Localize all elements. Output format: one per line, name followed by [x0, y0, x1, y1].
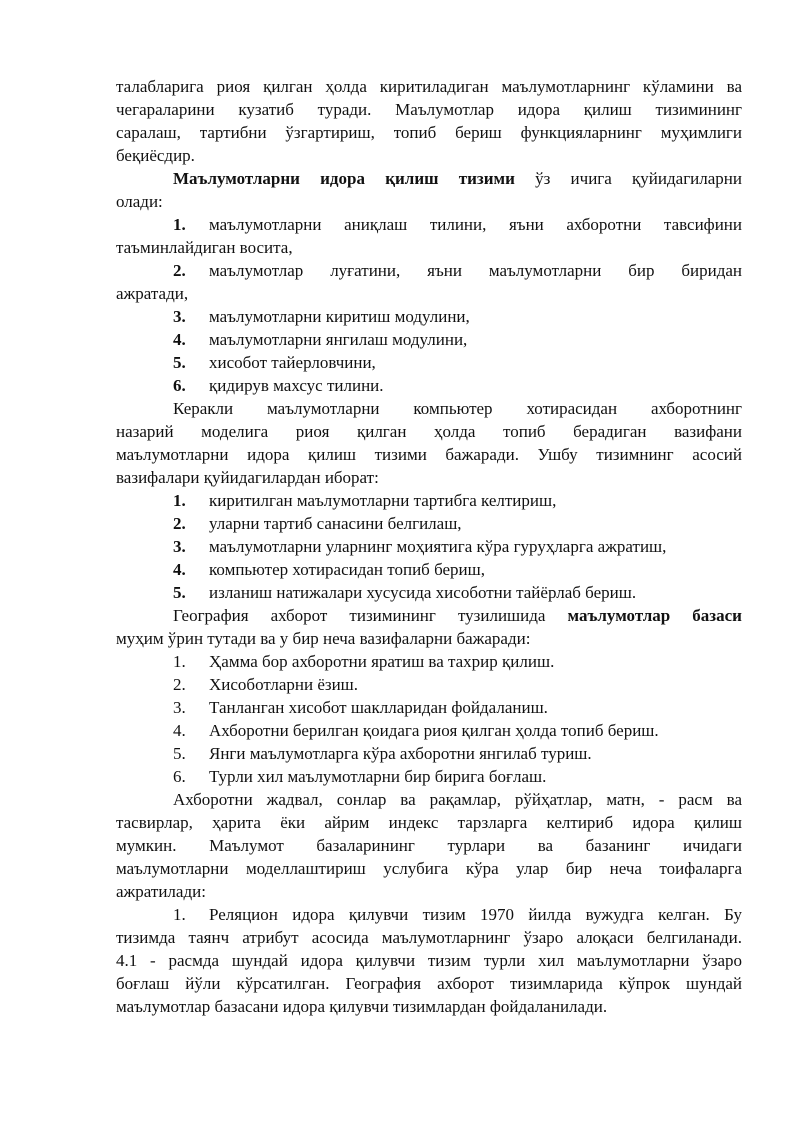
list-item: [116, 696, 742, 719]
text-line: тасвирлар, ҳарита ёки айрим индекс тарзларга келтириб идора қилиш: [116, 813, 742, 832]
list-number: 6.: [173, 376, 186, 395]
list-text: маълумотларни киритиш модулини,: [209, 307, 470, 326]
list-item: [116, 535, 742, 558]
list-item: [116, 558, 742, 581]
text-line: муҳим ўрин тутади ва у бир неча вазифаларни бажаради:: [116, 629, 531, 648]
dbms-definition-paragraph: [116, 167, 742, 213]
text-line: маълумотларни аниқлаш тилини, яъни ахборотни тавсифини: [209, 215, 742, 234]
dbms-tasks-list: [116, 489, 742, 604]
text-line: саралаш, тартибни ўзгартириш, топиб бериш функцияларнинг муҳимлиги: [116, 123, 742, 142]
list-number: 2.: [173, 261, 186, 280]
list-text: Турли хил маълумотларни бир бирига боғлаш.: [209, 767, 547, 786]
text-line: [116, 167, 742, 190]
list-text: Хисоботларни ёзиш.: [209, 675, 359, 694]
list-number: 5.: [173, 744, 186, 763]
list-number: 4.: [173, 560, 186, 579]
list-number: 6.: [173, 767, 186, 786]
list-text: Ҳамма бор ахборотни яратиш ва тахрир қилиш.: [209, 652, 555, 671]
database-functions-list: [116, 650, 742, 788]
data-forms-paragraph: [116, 788, 742, 903]
text-span: ўз ичига қуйидагиларни: [514, 169, 742, 188]
list-item: [116, 512, 742, 535]
list-number: 3.: [173, 698, 186, 717]
list-item: [116, 673, 742, 696]
list-text: маълумотларни уларнинг моҳиятига кўра гуруҳларга ажратиш,: [209, 537, 667, 556]
text-line: маълумотлар луғатини, яъни маълумотларни бир биридан: [209, 261, 742, 280]
list-item: [116, 650, 742, 673]
bold-term: Маълумотларни идора қилиш тизими: [173, 169, 515, 188]
text-line: [116, 604, 742, 627]
list-text: қидирув махсус тилини.: [209, 376, 384, 395]
list-item: [116, 351, 742, 374]
list-number: 4.: [173, 330, 186, 349]
list-text: [116, 213, 742, 236]
dbms-functions-paragraph: [116, 397, 742, 489]
list-number: 4.: [173, 721, 186, 740]
text-line: мумкин. Маълумот базаларининг турлари ва базанинг ичидаги: [116, 836, 742, 855]
list-item: [116, 305, 742, 328]
list-number: 3.: [173, 537, 186, 556]
list-number: 1.: [173, 491, 186, 510]
list-text-continued: таъминлайдиган восита,: [116, 238, 293, 257]
text-line: Реляцион идора қилувчи тизим 1970 йилда вужудга келган. Бу: [209, 905, 742, 924]
list-text: киритилган маълумотларни тартибга келтириш,: [209, 491, 557, 510]
text-line: Керакли маълумотларни компьютер хотирасидан ахборотнинг: [173, 399, 742, 418]
list-text: компьютер хотирасидан топиб бериш,: [209, 560, 485, 579]
text-line: боғлаш йўли кўрсатилган. География ахборот тизимларида кўпрок шундай: [116, 974, 742, 993]
list-text: хисобот тайерловчини,: [209, 353, 376, 372]
text-line: маълумотлар базасани идора қилувчи тизимлардан фойдаланилади.: [116, 997, 608, 1016]
list-item: [116, 374, 742, 397]
list-item: [116, 742, 742, 765]
list-text: Танланган хисобот шаклларидан фойдаланиш.: [209, 698, 548, 717]
list-number: 2.: [173, 514, 186, 533]
list-item: [116, 719, 742, 742]
list-text: маълумотларни янгилаш модулини,: [209, 330, 468, 349]
document-page: [116, 75, 742, 1018]
list-number: 1.: [173, 905, 186, 924]
text-line: назарий моделига риоя қилган ҳолда топиб берадиган вазифани: [116, 422, 742, 441]
relational-paragraph: [116, 903, 742, 1018]
relational-text: [116, 903, 742, 1018]
text-line: вазифалари қуйидагилардан иборат:: [116, 468, 379, 487]
text-line: Ахборотни жадвал, сонлар ва рақамлар, рўйҳатлар, матн, - расм ва: [173, 790, 742, 809]
list-number: 1.: [173, 652, 186, 671]
list-text: [116, 259, 742, 282]
text-line: 4.1 - расмда шундай идора қилувчи тизим турли хил маълумотларни ўзаро: [116, 951, 742, 970]
text-line: чегараларини кузатиб туради. Маълумотлар идора қилиш тизимининг: [116, 100, 742, 119]
list-item: [116, 213, 742, 259]
list-item: [116, 489, 742, 512]
database-paragraph: [116, 604, 742, 650]
list-number: 1.: [173, 215, 186, 234]
text-line: олади:: [116, 192, 163, 211]
list-number: 5.: [173, 583, 186, 602]
list-item: [116, 259, 742, 305]
intro-paragraph: [116, 75, 742, 167]
list-text: Ахборотни берилган қоидага риоя қилган ҳолда топиб бериш.: [209, 721, 659, 740]
dbms-components-list: [116, 213, 742, 397]
text-line: талабларига риоя қилган ҳолда киритиладиган маълумотларнинг кўламини ва: [116, 77, 742, 96]
bold-term: маълумотлар базаси: [567, 606, 742, 625]
list-number: 5.: [173, 353, 186, 372]
text-line: ажратилади:: [116, 882, 206, 901]
list-item: [116, 581, 742, 604]
list-text: Янги маълумотларга кўра ахборотни янгилаб туриш.: [209, 744, 592, 763]
text-line: беқиёсдир.: [116, 146, 195, 165]
list-text: изланиш натижалари хусусида хисоботни тайёрлаб бериш.: [209, 583, 637, 602]
text-line: тизимда таянч атрибут асосида маълумотларнинг ўзаро алоқаси белгиланади.: [116, 928, 742, 947]
text-line: маълумотларни моделлаштириш услубига кўра улар бир неча тоифаларга: [116, 859, 742, 878]
list-item: [116, 765, 742, 788]
list-item: [116, 328, 742, 351]
list-text-continued: ажратади,: [116, 284, 189, 303]
list-number: 2.: [173, 675, 186, 694]
list-text: уларни тартиб санасини белгилаш,: [209, 514, 462, 533]
text-line: маълумотларни идора қилиш тизими бажаради. Ушбу тизимнинг асосий: [116, 445, 742, 464]
text-span: География ахборот тизимининг тузилишида: [173, 606, 568, 625]
list-number: 3.: [173, 307, 186, 326]
